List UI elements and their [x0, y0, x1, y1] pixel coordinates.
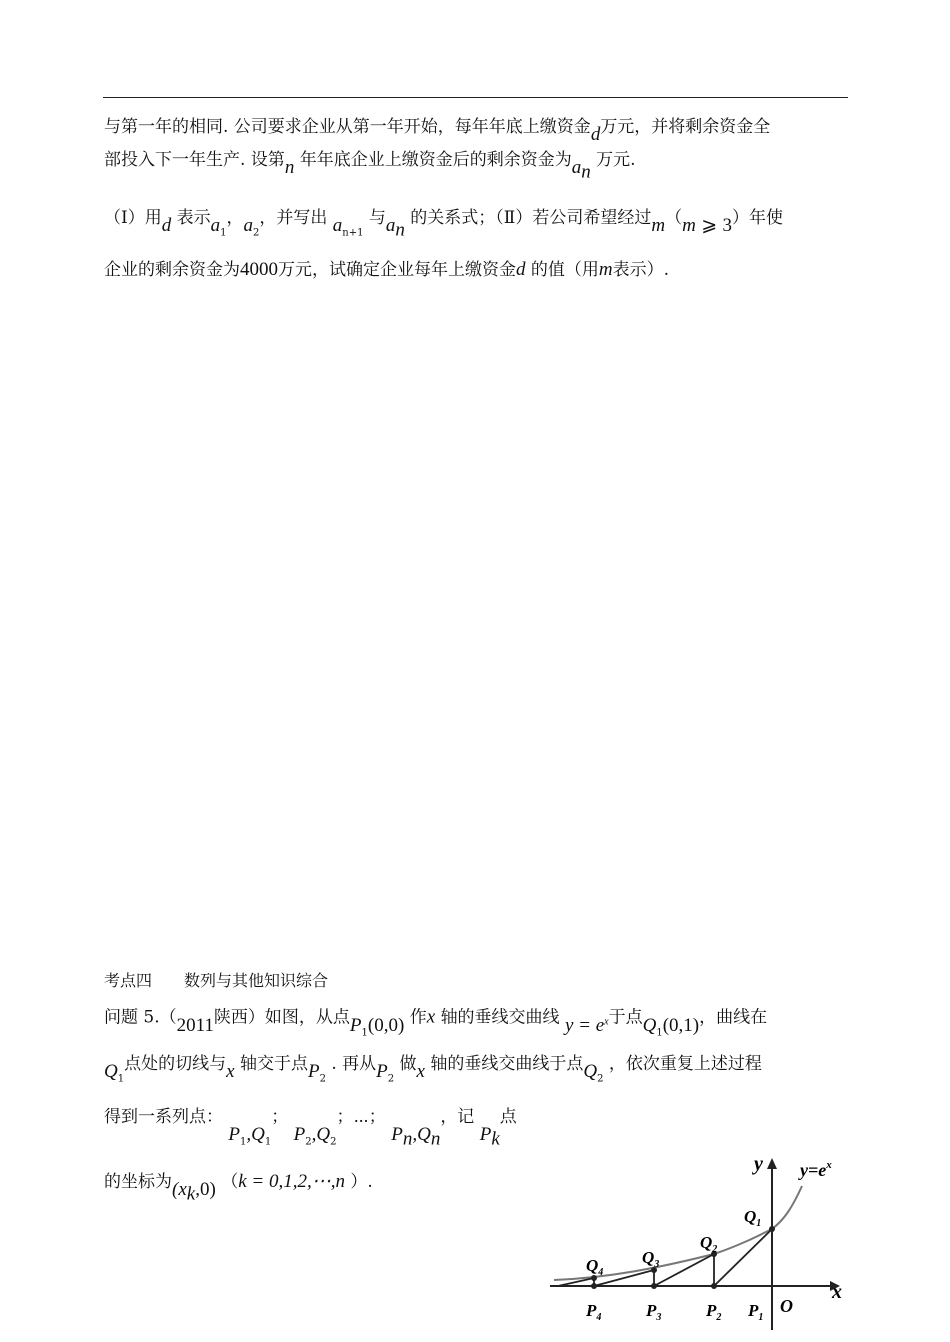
text: ，: [226, 208, 244, 228]
text: 轴交于点: [239, 1054, 308, 1074]
sub: 1: [656, 1027, 663, 1039]
sub: 1: [264, 1136, 272, 1148]
math-P: P: [293, 1124, 306, 1145]
tangent-q1: [714, 1229, 772, 1286]
text: 年年底企业上缴资金后的剩余资金为: [299, 150, 572, 170]
text: （: [665, 208, 683, 228]
curve-label-text: y=e: [800, 1160, 827, 1180]
math-coord: (0,1): [662, 1014, 700, 1036]
origin-label: O: [780, 1296, 793, 1316]
text: 企业的剩余资金为: [104, 260, 240, 280]
sub: 2: [305, 1136, 312, 1148]
sub: 1: [240, 1136, 247, 1148]
text: 部投入下一年生产. 设第: [104, 150, 285, 170]
text: 轴的垂线交曲线: [440, 1007, 560, 1028]
math-P: P: [228, 1124, 241, 1145]
x-axis-label: x: [832, 1281, 842, 1303]
math-a1: a: [210, 215, 221, 236]
math-n: n: [284, 157, 295, 178]
math-coord: ,0): [195, 1179, 216, 1200]
sub: 2: [597, 1073, 604, 1085]
math-an: a: [385, 215, 396, 236]
math-x: x: [426, 1006, 436, 1028]
sub: 1: [220, 227, 227, 239]
problem-line-1: [104, 1002, 767, 1037]
math-Pk: P: [479, 1124, 492, 1145]
label-q2: $Q_2$: [700, 1233, 718, 1255]
paragraph-1-line-1: [104, 115, 771, 145]
label-q4: $Q_4$: [586, 1256, 604, 1278]
section-label: 考点四: [104, 971, 153, 990]
sub: 2: [253, 227, 260, 239]
math-Q: ,Q: [311, 1124, 331, 1145]
label-p1: $P_1$: [748, 1301, 764, 1323]
text: 的坐标为: [104, 1172, 172, 1192]
math-m: m: [651, 215, 666, 236]
math-a2: a: [243, 215, 253, 236]
sub: n: [430, 1128, 441, 1150]
sub: n+1: [342, 227, 364, 239]
math-xk: (x: [172, 1179, 187, 1200]
math-4000: 4000: [240, 259, 278, 280]
text: 万元.: [596, 150, 636, 170]
math-d: d: [590, 124, 601, 145]
problem-line-4: [104, 1170, 373, 1205]
math-an: a: [571, 157, 582, 178]
text: 的关系式；（Ⅱ）若公司希望经过: [410, 208, 652, 228]
curve-label: [798, 1159, 832, 1180]
text: 问题 5.（: [104, 1007, 177, 1028]
section-title: 数列与其他知识综合: [184, 971, 329, 990]
math-Q1: Q: [642, 1014, 657, 1036]
sub: n: [402, 1128, 413, 1150]
sub: 1: [361, 1027, 368, 1039]
math-m: m: [598, 259, 613, 280]
exponential-graph-figure: [548, 1150, 848, 1340]
point-q4: [591, 1275, 597, 1281]
sub: 2: [319, 1073, 326, 1085]
text: 与: [368, 208, 386, 228]
point-p3: [651, 1283, 657, 1289]
text: 作: [409, 1007, 427, 1028]
paragraph-2-line-2: [104, 258, 669, 282]
text: 得到一系列点：: [104, 1107, 223, 1127]
text: ，并写出: [259, 208, 328, 228]
text: 轴的垂线交曲线于点: [430, 1054, 584, 1074]
math-m: m: [682, 215, 696, 236]
text: 陕西）如图，从点: [213, 1007, 350, 1028]
problem-line-2: [104, 1052, 762, 1083]
y-axis-label: y: [754, 1153, 763, 1175]
math-P2: P: [307, 1061, 320, 1082]
sub: k: [491, 1128, 500, 1150]
text: 点处的切线与: [124, 1054, 227, 1074]
text: （: [221, 1172, 239, 1192]
math-x: x: [416, 1061, 425, 1082]
math-P1: P: [349, 1014, 362, 1036]
text: ，依次重复上述过程: [608, 1054, 762, 1074]
tangent-q2: [654, 1254, 714, 1286]
math-Q2: Q: [583, 1061, 598, 1082]
point-q1: [769, 1226, 775, 1232]
math-Q: ,Q: [412, 1124, 431, 1145]
text: ）年使: [732, 208, 784, 228]
sup: x: [604, 1016, 609, 1027]
math-Q: ,Q: [246, 1124, 265, 1145]
math-d: d: [161, 215, 172, 236]
label-q3: $Q_3$: [642, 1248, 660, 1270]
sub: k: [186, 1183, 196, 1205]
text: ，记: [440, 1107, 475, 1127]
math-y: y: [564, 1014, 574, 1036]
math-x: x: [226, 1061, 235, 1082]
math-d: d: [516, 259, 526, 280]
math-P2: P: [376, 1061, 388, 1082]
sub: 2: [330, 1136, 337, 1148]
header-rule: [103, 97, 848, 98]
text: （Ⅰ）用: [104, 208, 162, 228]
text: ）.: [350, 1172, 373, 1192]
problem-line-3: [104, 1105, 517, 1150]
math-3: 3: [722, 215, 733, 236]
text: 做: [399, 1054, 417, 1074]
label-p2: $P_2$: [706, 1301, 722, 1323]
sub: 2: [387, 1073, 395, 1085]
math-an1: a: [332, 215, 343, 236]
text: 点: [499, 1107, 517, 1127]
text: 与第一年的相同. 公司要求企业从第一年开始，每年年底上缴资金: [104, 117, 591, 137]
y-axis-arrow-icon: [767, 1158, 777, 1169]
paragraph-1-line-2: [104, 148, 636, 183]
sub: n: [581, 161, 591, 183]
math-geq: ⩾: [701, 215, 718, 236]
text: 表示）.: [612, 260, 670, 280]
math-coord: (0,0): [367, 1014, 405, 1036]
math-P: P: [391, 1124, 403, 1145]
label-p4: $P_4$: [586, 1301, 602, 1323]
math-k: k: [238, 1171, 247, 1192]
text: 万元，试确定企业每年上缴资金: [278, 260, 516, 280]
math-year: 2011: [176, 1014, 214, 1036]
curve-label-sup: x: [826, 1159, 832, 1171]
text: 的值（用: [530, 260, 599, 280]
point-p2: [711, 1283, 717, 1289]
sub: n: [395, 219, 405, 241]
text: 表示: [176, 208, 211, 228]
paragraph-2-line-1: [104, 206, 784, 241]
text: . 再从: [331, 1054, 377, 1074]
label-p3: $P_3$: [646, 1301, 662, 1323]
text: 于点: [608, 1007, 643, 1028]
math-Q1: Q: [104, 1061, 118, 1082]
sub: 1: [117, 1073, 125, 1085]
text: ，曲线在: [699, 1007, 768, 1028]
math-e: = e: [573, 1014, 605, 1036]
math-kset: = 0,1,2,⋯,n: [246, 1171, 345, 1192]
text: ；⋯；: [336, 1107, 386, 1127]
text: ；: [271, 1107, 289, 1127]
point-p4: [591, 1283, 597, 1289]
label-q1: $Q_1$: [744, 1207, 762, 1229]
text: 万元，并将剩余资金全: [600, 117, 771, 137]
section-heading: [104, 968, 360, 991]
